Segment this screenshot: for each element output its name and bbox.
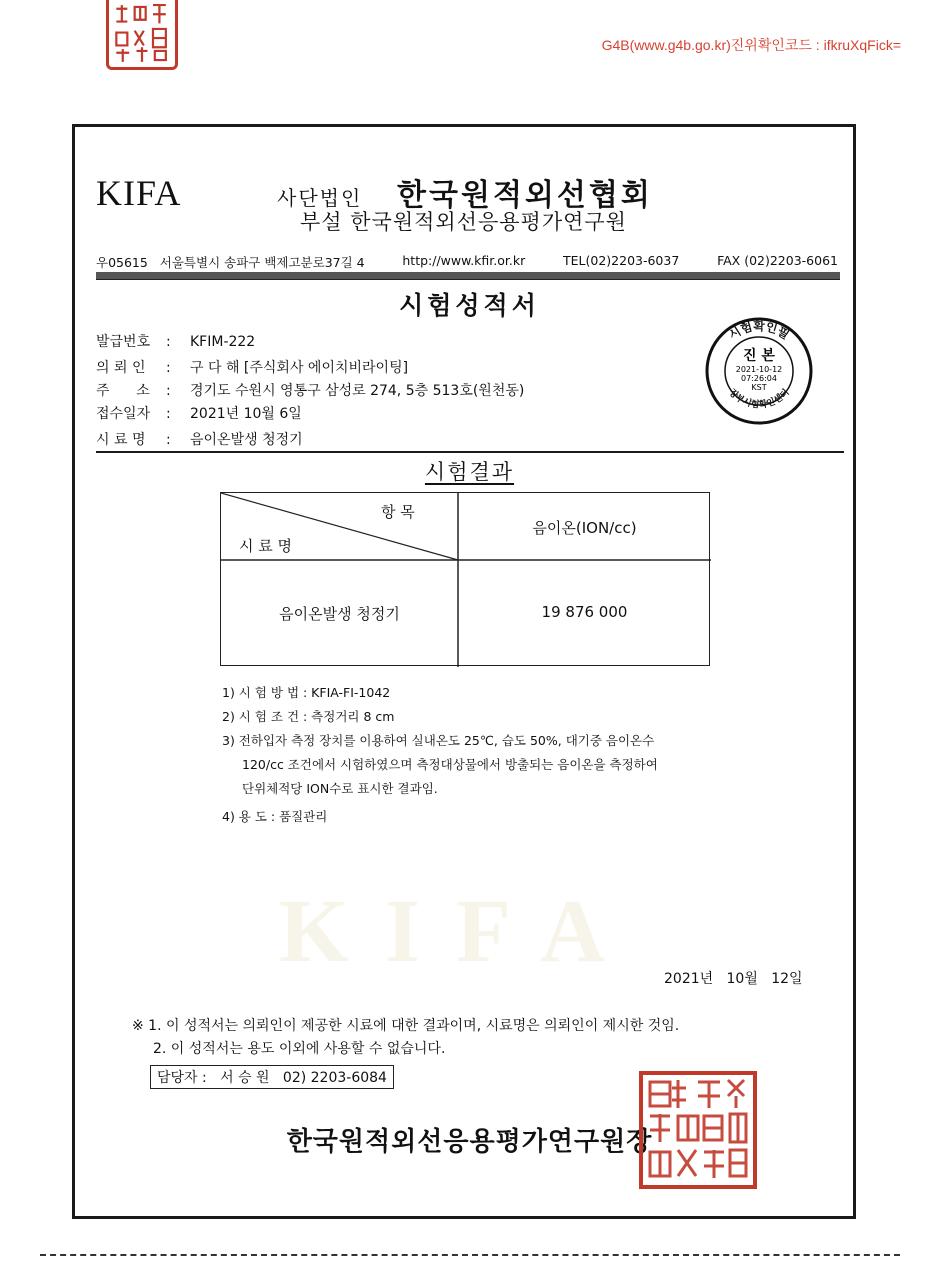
info-value: KFIM-222 bbox=[190, 334, 256, 350]
note-condition: 2) 시 험 조 건 : 측정거리 8 cm bbox=[222, 709, 395, 724]
contact-row bbox=[96, 253, 838, 271]
info-received: 접수일자 : 2021년 10월 6일 bbox=[96, 403, 302, 423]
fax-number: FAX (02)2203-6061 bbox=[717, 253, 838, 268]
info-value: 경기도 수원시 영통구 삼성로 274, 5층 513호(원천동) bbox=[190, 383, 525, 399]
director-title: 한국원적외선응용평가연구원장 bbox=[286, 1127, 653, 1157]
info-address: 주 소 : 경기도 수원시 영통구 삼성로 274, 5층 513호(원천동) bbox=[96, 380, 524, 400]
seal-glyphs bbox=[109, 0, 175, 67]
info-label: 시 료 명 bbox=[96, 432, 146, 448]
verification-stamp bbox=[704, 316, 814, 426]
postal-address bbox=[96, 253, 365, 271]
info-issue-no: 발급번호 : KFIM-222 bbox=[96, 331, 255, 351]
person-in-charge: 담당자 : 서 승 원 02) 2203-6084 bbox=[150, 1065, 394, 1089]
info-label: 접수일자 bbox=[96, 406, 151, 422]
row-sample: 음이온발생 청정기 bbox=[279, 605, 400, 623]
stamp-main: 진 본 bbox=[743, 348, 775, 364]
institute-name: 부설 한국원적외선응용평가연구원 bbox=[300, 210, 627, 234]
stamp-top-text: 시험확인필 bbox=[726, 319, 792, 343]
page-edge-line bbox=[40, 1254, 900, 1259]
issue-date: 2021년 10월 12일 bbox=[664, 971, 803, 987]
stamp-date: 2021-10-12 bbox=[735, 365, 783, 374]
results-table bbox=[220, 492, 710, 666]
header-item: 항 목 bbox=[381, 503, 415, 521]
header-sample: 시 료 명 bbox=[239, 537, 293, 555]
postal-code: 우05615 bbox=[96, 255, 148, 270]
header-divider bbox=[96, 272, 840, 279]
disclaimer-2: 2. 이 성적서는 용도 이외에 사용할 수 없습니다. bbox=[153, 1041, 446, 1057]
header-anion: 음이온(ION/cc) bbox=[532, 519, 637, 537]
header-divider-thin bbox=[96, 279, 840, 280]
results-title bbox=[0, 456, 939, 486]
website-link[interactable]: http://www.kfir.or.kr bbox=[402, 253, 526, 268]
info-value: 음이온발생 청정기 bbox=[190, 432, 303, 448]
svg-text:시험확인필 bbox=[726, 318, 792, 342]
info-sample: 시 료 명 : 음이온발생 청정기 bbox=[96, 429, 303, 449]
section-divider bbox=[96, 451, 844, 453]
info-label: 주 소 bbox=[96, 383, 150, 399]
stamp-tz: KST bbox=[751, 383, 767, 392]
stamp-bottom-text: 장부시험확인센터 bbox=[726, 387, 792, 411]
note-desc-1: 3) 전하입자 측정 장치를 이용하여 실내온도 25℃, 습도 50%, 대기중 음이온수 bbox=[222, 733, 655, 748]
note-method: 1) 시 험 방 법 : KFIA-FI-1042 bbox=[222, 685, 391, 700]
kifa-watermark: KIFA bbox=[278, 882, 642, 981]
info-client: 의 뢰 인 : 구 다 해 [주식회사 에이치비라이팅] bbox=[96, 357, 408, 377]
results-title-text: 시험결과 bbox=[424, 460, 515, 484]
top-red-seal bbox=[106, 0, 178, 70]
director-seal bbox=[638, 1070, 758, 1190]
note-desc-2: 120/cc 조건에서 시험하였으며 측정대상물에서 방출되는 음이온을 측정하여 bbox=[242, 757, 658, 772]
info-value: 구 다 해 [주식회사 에이치비라이팅] bbox=[190, 360, 409, 376]
note-usage: 4) 용 도 : 품질관리 bbox=[222, 809, 328, 824]
info-value: 2021년 10월 6일 bbox=[190, 406, 302, 422]
info-label: 발급번호 bbox=[96, 334, 151, 350]
street-address: 서울특별시 송파구 백제고분로37길 4 bbox=[159, 255, 365, 270]
doc-title: 시험성적서 bbox=[399, 291, 540, 320]
org-name: 한국원적외선협회 bbox=[397, 178, 653, 213]
verification-code: G4B(www.g4b.go.kr)진위확인코드 : ifkruXqFick= bbox=[601, 37, 901, 53]
kifa-logo: KIFA bbox=[96, 173, 182, 213]
corp-prefix: 사단법인 bbox=[277, 186, 363, 210]
stamp-time: 07:26:04 bbox=[741, 374, 777, 383]
row-value: 19 876 000 bbox=[541, 603, 628, 621]
tel-number: TEL(02)2203-6037 bbox=[563, 253, 680, 268]
note-desc-3: 단위체적당 ION수로 표시한 결과임. bbox=[242, 781, 438, 796]
disclaimer-1: ※ 1. 이 성적서는 의뢰인이 제공한 시료에 대한 결과이며, 시료명은 의뢰인이 제시한 것임. bbox=[132, 1018, 680, 1034]
info-label: 의 뢰 인 bbox=[96, 360, 146, 376]
